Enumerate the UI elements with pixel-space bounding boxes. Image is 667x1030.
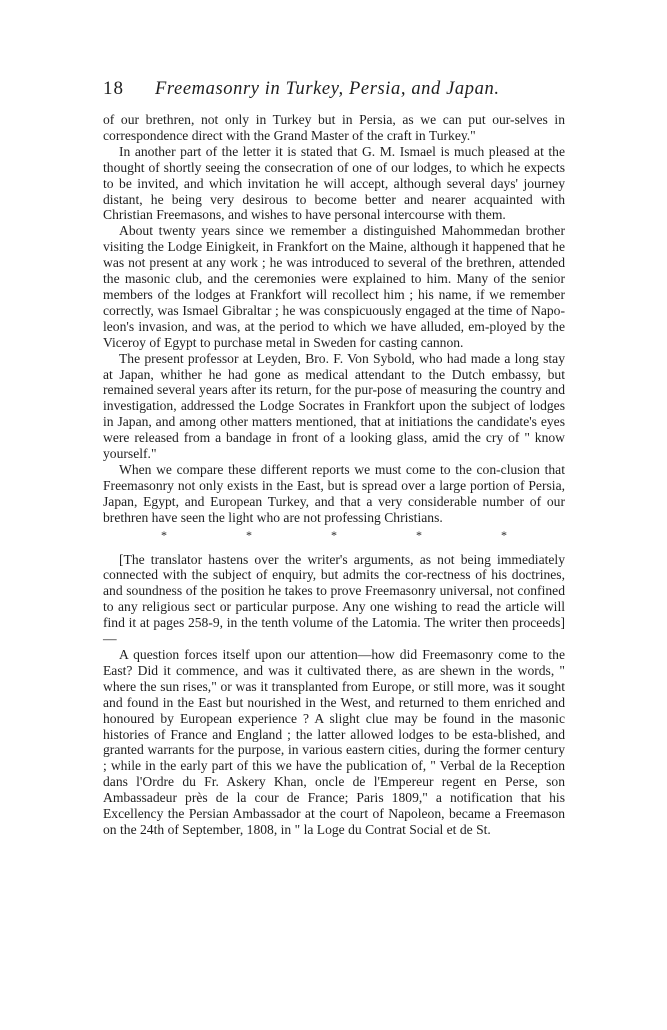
paragraph: In another part of the letter it is stated that G. M. Ismael is much pleased at the thought of shortly seeing the consecration of one of our lodges, to which he expects to be invited, and which invitation he will accept, although several days' journey distant, he being very desirous to become better and nearer acquainted with Christian Freemasons, and wishes to have personal intercourse with them. [103,143,565,223]
page-number: 18 [103,78,124,99]
section-break-star: * [331,527,337,542]
page-header [103,78,565,112]
section-break-star: * [246,527,252,542]
body-text [103,112,565,838]
paragraph: The present professor at Leyden, Bro. F. Von Sybold, who had made a long stay at Japan, whither he had gone as medical attendant to the Dutch embassy, but remained several years after its return, for the pur-pose of measuring the country and investigation, addressed the Lodge Socrates in Frankfort upon the subject of lodges in Japan, and among other matters mentioned, that at initiations the candidate's eyes were released from a bandage in front of a looking glass, amid the cry of " know yourself." [103,350,565,462]
paragraph: When we compare these different reports we must come to the con-clusion that Freemasonry not only exists in the East, but is spread over a large portion of Persia, Japan, Egypt, and European Turkey, and that a very considerable number of our brethren have seen the light who are not professing Christians. [103,461,565,525]
paragraph-continuation: of our brethren, not only in Turkey but in Persia, as we can put our-selves in correspondence direct with the Grand Master of the craft in Turkey." [103,112,565,143]
paragraph: A question forces itself upon our attention—how did Freemasonry come to the East? Did it commence, and was it cultivated there, as are shewn in the words, " where the sun rises," or was it transplanted from Europe, or still more, was it sought and found in the East but nourished in the West, and returned to them enriched and honoured by European experience ? A slight clue may be found in the masonic histories of France and England ; the latter allowed lodges to be esta-blished, and granted warrants for the purpose, in various eastern cities, during the former century ; while in the early part of this we have the publication of, " Verbal de la Reception dans l'Ordre du Fr. Askery Khan, oncle de l'Empereur regent en Perse, son Ambassadeur près de la cour de France; Paris 1809," a notification that his Excellency the Persian Ambassador at the court of Napoleon, became a Freemason on the 24th of September, 1808, in " la Loge du Contrat Social et de St. [103,647,565,837]
running-title: Freemasonry in Turkey, Persia, and Japan. [155,79,500,99]
paragraph: About twenty years since we remember a distinguished Mahommedan brother visiting the Lodge Einigkeit, in Frankfort on the Maine, although it happened that he was not present at any work ; he was introduced to several of the brethren, attended the masonic club, and the ceremonies were explained to him. Many of the senior members of the lodges at Frankfort will recollect him ; his name, if we remember correctly, was Ismael Gibraltar ; he was conspicuously engaged at the time of Napo-leon's invasion, and was, at the period to which we have alluded, em-ployed by the Viceroy of Egypt to purchase metal in Sweden for casting cannon. [103,223,565,350]
section-break-star: * [501,527,507,542]
section-break-star: * [416,527,422,542]
translator-note-paragraph: [The translator hastens over the writer's arguments, as not being immediately connected with the subject of enquiry, but admits the cor-rectness of his doctrines, and soundness of the position he takes to prove Freemasonry universal, not confined to any religious sect or particular purpose. Any one wishing to read the article will find it at pages 258-9, in the tenth volume of the Latomia. The writer then proceeds]— [103,551,565,647]
section-break-star: * [161,527,167,542]
section-break [103,526,565,552]
book-page [103,78,565,838]
